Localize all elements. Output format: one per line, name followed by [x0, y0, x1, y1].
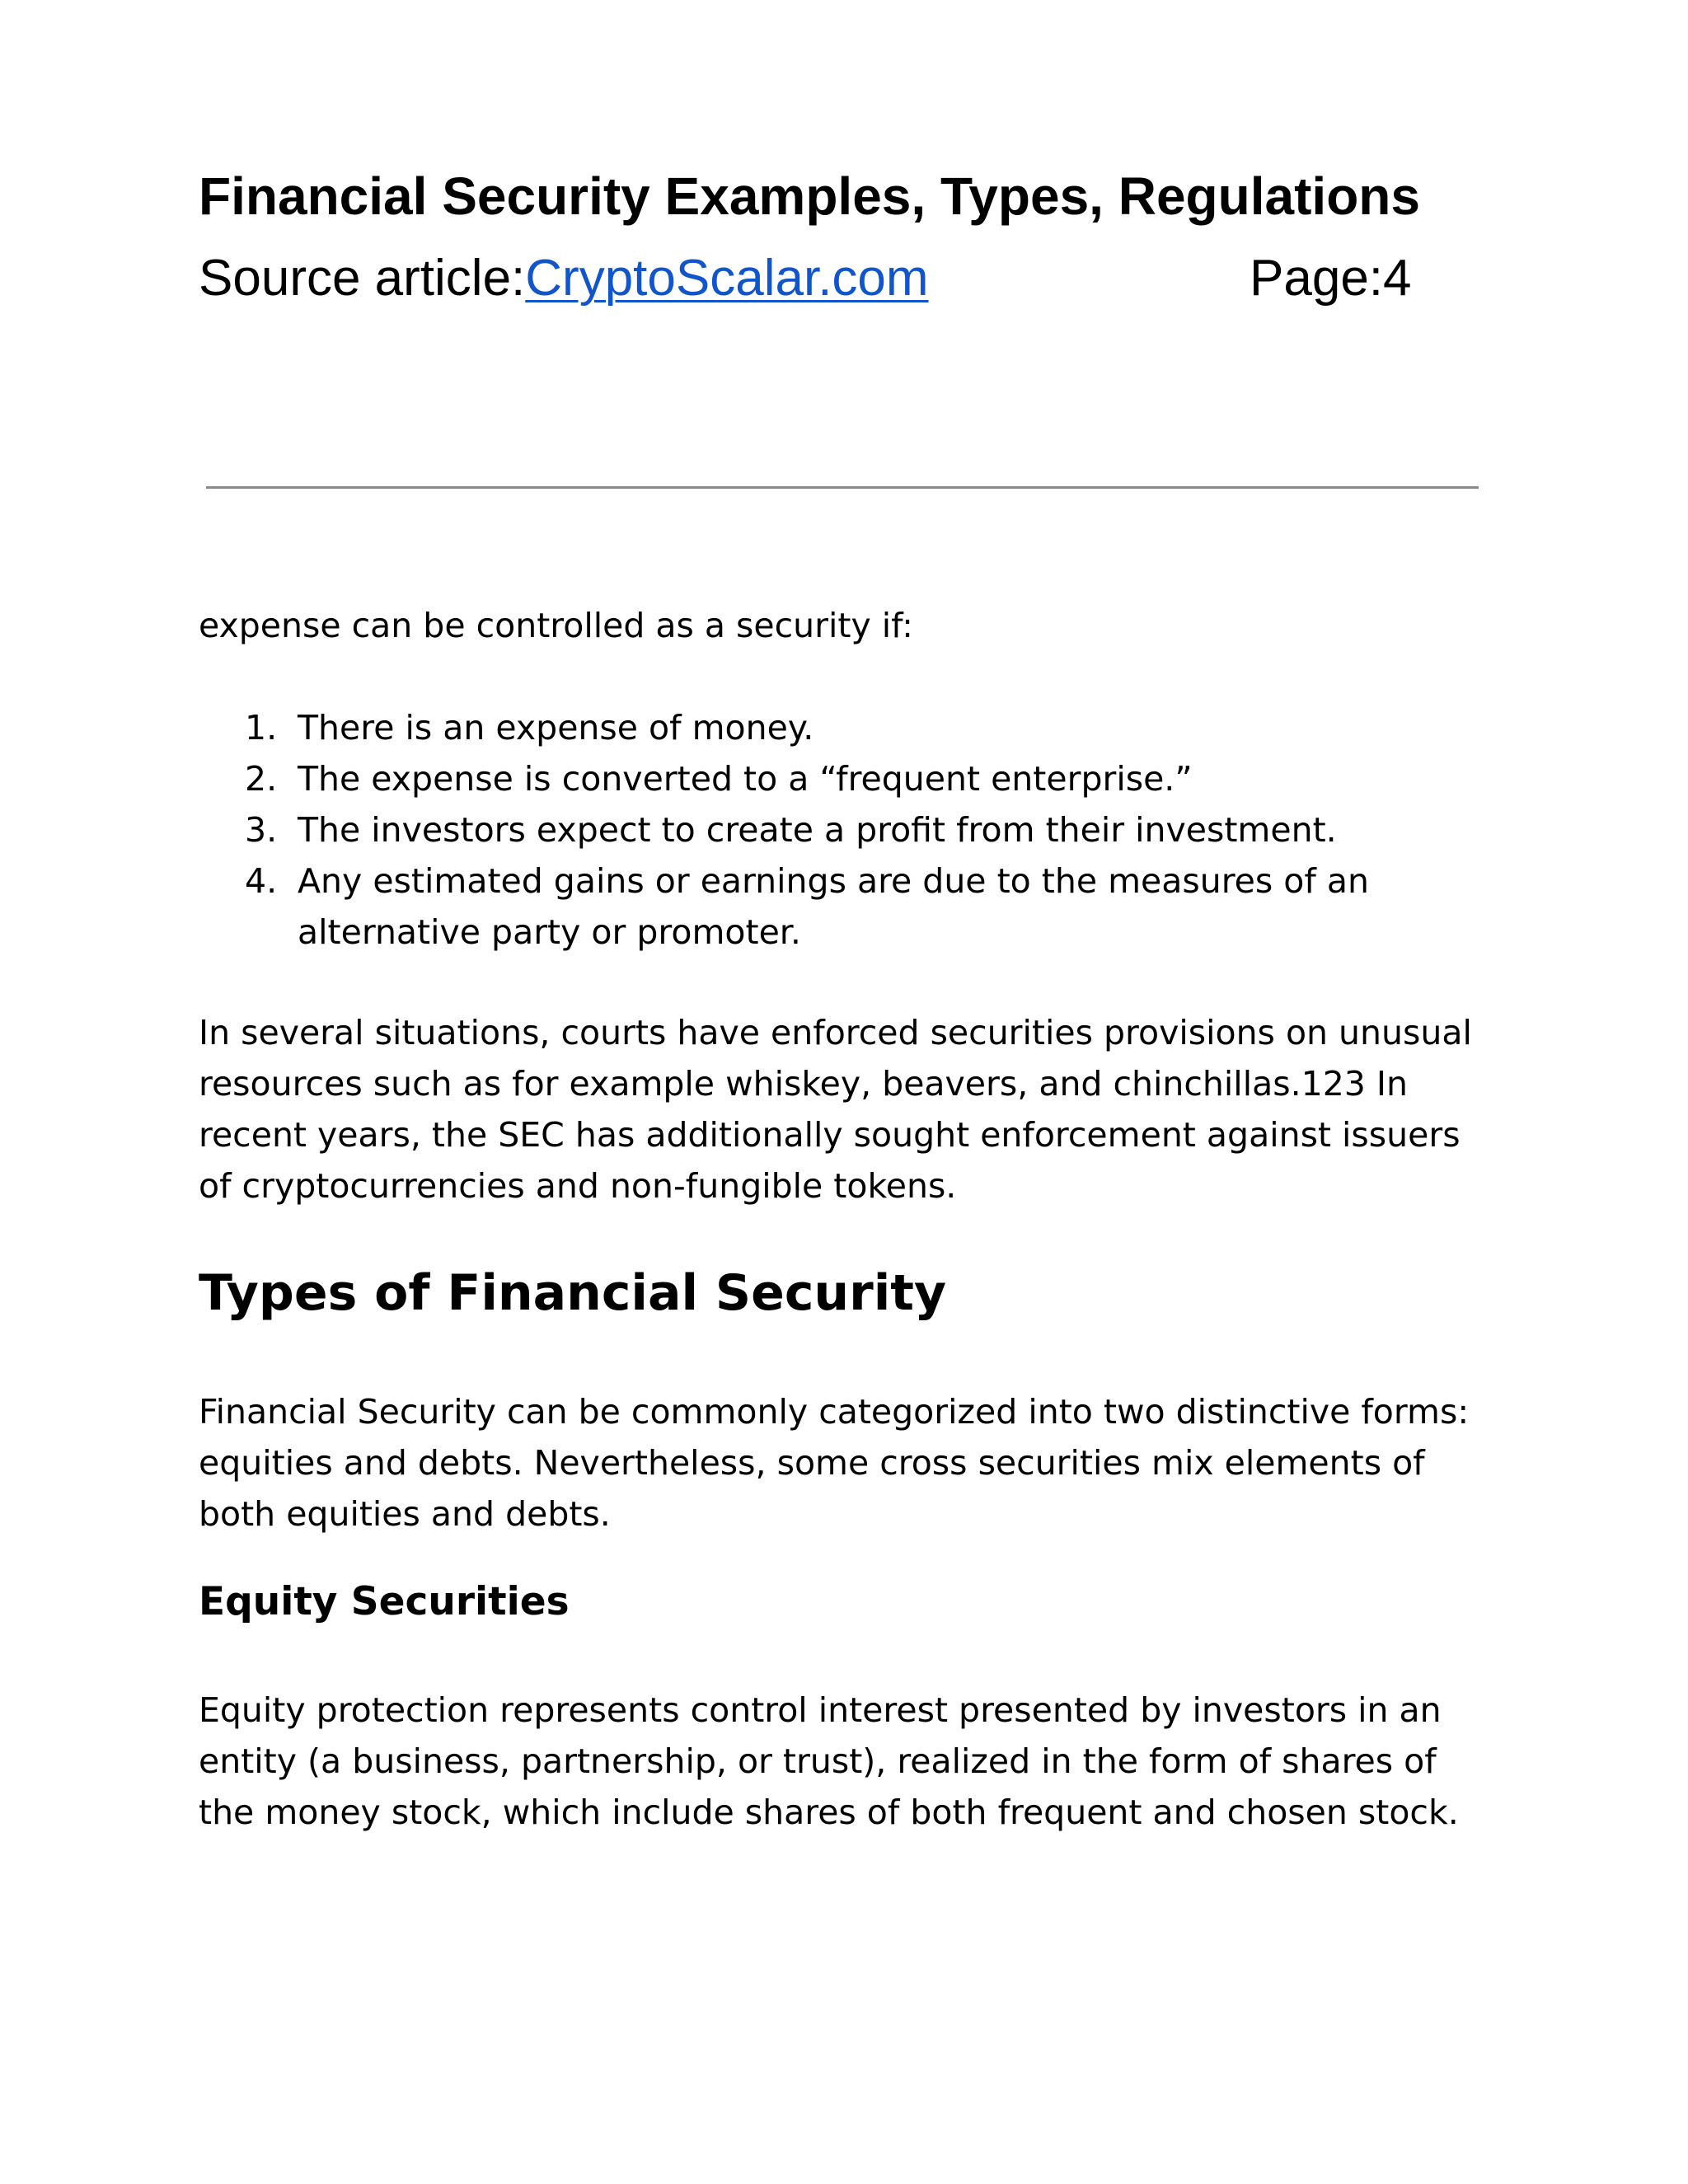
list-item: [199, 753, 1484, 804]
list-item-text: The expense is converted to a “frequent enterprise.”: [298, 759, 1193, 799]
horizontal-divider: [206, 486, 1479, 489]
list-item: [199, 804, 1484, 855]
list-item-text: The investors expect to create a profit from their investment.: [298, 810, 1337, 850]
list-item-number: 1.: [245, 708, 278, 748]
types-heading: Types of Financial Security: [199, 1264, 947, 1322]
source-link[interactable]: CryptoScalar.com: [525, 250, 929, 307]
criteria-list: [199, 702, 1484, 958]
intro-paragraph: expense can be controlled as a security if:: [199, 606, 913, 645]
types-paragraph: Financial Security can be commonly categorized into two distinctive forms: equities and debts. Nevertheless, some cross securities mix elements of both equities and debts.: [199, 1392, 1470, 1534]
list-item-text: There is an expense of money.: [298, 708, 814, 748]
source-prefix: Source article:: [199, 250, 526, 307]
list-item: [199, 855, 1484, 958]
list-item-number: 3.: [245, 810, 278, 850]
equity-paragraph: Equity protection represents control interest presented by investors in an entity (a business, partnership, or trust), realized in the form of shares of the money stock, which include shares of both frequent and chosen stock.: [199, 1690, 1459, 1832]
list-item: [199, 702, 1484, 753]
equity-heading: Equity Securities: [199, 1579, 570, 1624]
list-item-number: 4.: [245, 861, 278, 901]
courts-paragraph: In several situations, courts have enforced securities provisions on unusual resources such as for example whiskey, beavers, and chinchillas.123 In recent years, the SEC has additionally sought enforcement against issuers of cryptocurrencies and non-fungible tokens.: [199, 1013, 1472, 1206]
source-line: [199, 246, 929, 312]
document-title: Financial Security Examples, Types, Regulations: [199, 166, 1420, 226]
list-item-text: Any estimated gains or earnings are due to the measures of an alternative party or promoter.: [298, 861, 1369, 952]
page-number: Page:4: [1250, 250, 1412, 307]
list-item-number: 2.: [245, 759, 278, 799]
